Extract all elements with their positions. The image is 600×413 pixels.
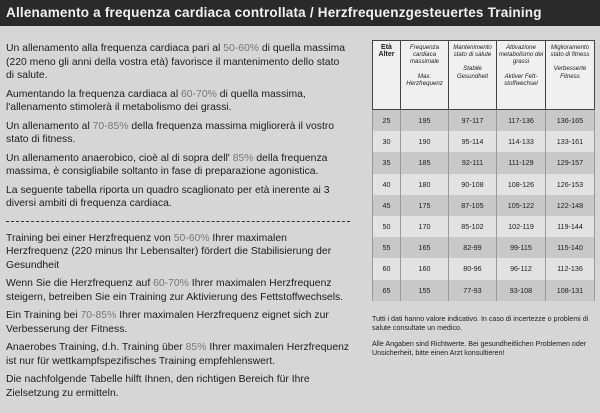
percentage-highlight: 50-60% [173,232,210,244]
paragraph-text: Un allenamento anaerobico, cioè al di sopra dell' [6,152,233,164]
paragraph-text: Un allenamento al [6,120,93,132]
table-body [373,110,595,301]
paragraph-text: Anaerobes Training, d.h. Training über [6,342,186,353]
it-paragraph [6,184,350,211]
table-cell: 126-153 [546,174,595,195]
column-header [373,41,401,110]
percentage-highlight: 70-85% [80,310,117,321]
it-paragraph [6,120,350,147]
italian-section [6,42,350,211]
table-row [373,195,595,216]
dashed-divider [6,221,350,222]
table-cell: 93-108 [497,280,546,301]
paragraph-text: Un allenamento alla frequenza cardiaca pari al [6,43,224,54]
age-cell: 60 [373,258,401,279]
table-cell: 108-126 [497,174,546,195]
table-cell: 136-165 [546,110,595,132]
table-cell: 122-148 [546,195,595,216]
age-cell: 40 [373,174,401,195]
table-header-row [373,41,595,110]
table-row [373,237,595,258]
table-row [373,110,595,132]
table-cell: 180 [401,174,449,195]
age-cell: 45 [373,195,401,216]
table-cell: 92-111 [449,152,497,173]
paragraph-text: Aumentando la frequenza cardiaca al [6,88,182,100]
it-paragraph [6,88,350,115]
paragraph-text: di quella massima, l'allenamento stimolerà il metabolismo dei grassi. [6,88,306,113]
text-column [6,42,350,405]
column-header [497,41,546,110]
percentage-highlight: 85% [232,152,254,164]
table-cell: 77-93 [449,280,497,301]
table-cell: 85-102 [449,216,497,237]
table-cell: 115-140 [546,237,595,258]
header-label: Frequenza cardiaca massimale [409,44,440,66]
table-row [373,258,595,279]
paragraph-text: Ein Training bei [6,310,81,321]
it-paragraph [6,152,350,179]
column-header [449,41,497,110]
table-cell: 190 [401,131,449,152]
age-cell: 50 [373,216,401,237]
paragraph-text: Ihrer maximalen Herzfrequenz ist nur für wettkampfspezifisches Training empfehlenswert. [6,342,350,367]
note-german: Alle Angaben sind Richtwerte. Bei gesundheitlichen Problemen oder Unsicherheit, bitte einen Arzt konsultieren! [372,339,587,357]
header-label-german: Max. Herzfrequenz [406,72,443,87]
age-cell: 30 [373,131,401,152]
table-row [373,216,595,237]
age-cell: 25 [373,110,401,132]
table-cell: 133-161 [546,131,595,152]
de-paragraph [6,232,350,273]
paragraph-text: di quella massima (220 meno gli anni della vostra età) favorisce il mantenimento dello stato di salute. [6,43,346,81]
header-label-german: Verbesserte Fitness [553,65,587,80]
percentage-highlight: 50-60% [223,43,260,54]
paragraph-text: Die nachfolgende Tabelle hilft Ihnen, den richtigen Bereich für Ihre Zielsetzung zu ermitteln. [6,374,310,399]
table-cell: 80-96 [449,258,497,279]
table-cell: 119-144 [546,216,595,237]
table-cell: 82-99 [449,237,497,258]
paragraph-text: Wenn Sie die Herzfrequenz auf [6,278,154,289]
paragraph-text: Ihrer maximalen Herzfrequenz steigern, betreiben Sie ein Training zur Aktivierung des Fettstoffwechsels. [6,278,344,303]
de-paragraph [6,277,350,304]
percentage-highlight: 85% [185,342,207,353]
table-cell: 99-115 [497,237,546,258]
disclaimer-notes [372,315,598,358]
table-row [373,174,595,195]
percentage-highlight: 60-70% [153,278,189,289]
table-cell: 129-157 [546,152,595,173]
paragraph-text: della frequenza massima migliorerà il vostro stato di fitness. [6,120,335,145]
header-label: Attivazione metabolismo dei grassi [498,44,544,66]
it-paragraph [6,42,350,83]
header-label: Miglioramento stato di fitness [550,44,590,59]
age-cell: 55 [373,237,401,258]
table-cell: 160 [401,258,449,279]
table-cell: 105-122 [497,195,546,216]
de-paragraph [6,373,350,400]
note-italian: Tutti i dati hanno valore indicativo. In caso di incertezze o problemi di salute consultate un medico. [372,314,589,332]
table-cell: 97-117 [449,110,497,132]
paragraph-text: Ihrer maximalen Herzfrequenz (220 minus Ihr Lebensalter) fördert die Stabilisierung der Gesundheit [6,232,332,271]
table-cell: 96-112 [497,258,546,279]
paragraph-text: La seguente tabella riporta un quadro scaglionato per età inerente ai 3 diversi ambiti di frequenza cardiaca. [6,184,330,209]
table-cell: 117-136 [497,110,546,132]
de-paragraph [6,341,350,368]
table-cell: 165 [401,237,449,258]
table-cell: 195 [401,110,449,132]
heart-rate-table [372,40,595,301]
table-cell: 95-114 [449,131,497,152]
percentage-highlight: 70-85% [92,120,129,132]
heart-rate-panel [372,40,596,365]
header-label: Mantenimento stato di salute [453,44,492,59]
table-row [373,152,595,173]
paragraph-text: Ihrer maximalen Herzfrequenz eignet sich zur Verbesserung der Fitness. [6,310,329,335]
percentage-highlight: 60-70% [181,88,217,100]
de-paragraph [6,309,350,336]
table-cell: 87-105 [449,195,497,216]
age-cell: 65 [373,280,401,301]
header-label-german: Aktiver Fett-stoffwechsel [504,72,538,87]
table-cell: 102-119 [497,216,546,237]
header-label: Età Alter [378,44,395,59]
table-cell: 170 [401,216,449,237]
table-row [373,131,595,152]
table-cell: 111-129 [497,152,546,173]
column-header [546,41,595,110]
table-cell: 175 [401,195,449,216]
page-title: Allenamento a frequenza cardiaca controllata / Herzfrequenzgesteuertes Training [0,0,600,26]
table-cell: 155 [401,280,449,301]
german-section [6,232,350,401]
paragraph-text: Training bei einer Herzfrequenz von [6,232,174,244]
table-cell: 90-108 [449,174,497,195]
table-cell: 112-136 [546,258,595,279]
paragraph-text: della frequenza massima, è consigliabile soltanto in fase di preparazione agonistica. [6,152,328,177]
table-cell: 185 [401,152,449,173]
header-label-german: Stabile Gesundheit [456,65,489,80]
age-cell: 35 [373,152,401,173]
column-header [401,41,449,110]
table-row [373,280,595,301]
table-cell: 114-133 [497,131,546,152]
table-cell: 108-131 [546,280,595,301]
